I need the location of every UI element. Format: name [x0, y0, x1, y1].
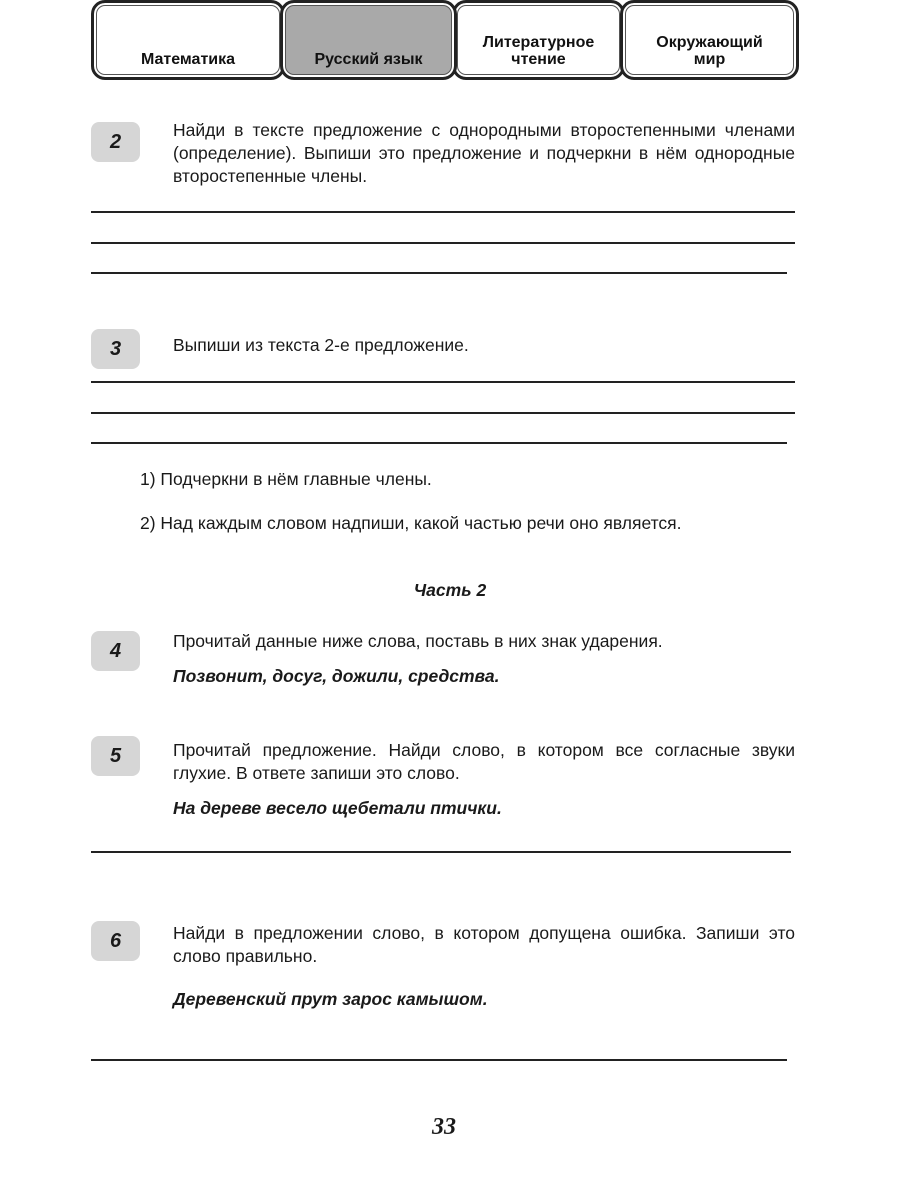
- question-number-badge: 2: [91, 122, 140, 162]
- answer-line[interactable]: [91, 211, 795, 213]
- question-number-badge: 5: [91, 736, 140, 776]
- answer-line[interactable]: [91, 272, 787, 274]
- tab-russian-language[interactable]: [280, 0, 457, 80]
- question-number-badge: 6: [91, 921, 140, 961]
- tab-label: Математика: [140, 51, 236, 68]
- question-3-subtask-1: 1) Подчеркни в нём главные члены.: [140, 469, 432, 489]
- tab-world-around[interactable]: [620, 0, 799, 80]
- answer-line[interactable]: [91, 851, 791, 853]
- question-6-sentence: Деревенский прут зарос камышом.: [173, 989, 488, 1009]
- question-4-words: Позвонит, досуг, дожили, средства.: [173, 666, 500, 686]
- question-number-badge: 4: [91, 631, 140, 671]
- answer-line[interactable]: [91, 242, 795, 244]
- question-3-text: Выпиши из текста 2-е предложение.: [173, 335, 469, 355]
- answer-line[interactable]: [91, 442, 787, 444]
- question-3-subtask-2: 2) Над каждым словом надпиши, какой частью речи оно является.: [140, 513, 682, 533]
- question-5-sentence: На дереве весело щебетали птички.: [173, 798, 502, 818]
- question-4-text: Прочитай данные ниже слова, поставь в них знак ударения.: [173, 631, 663, 651]
- tab-label: Окружающий мир: [656, 34, 763, 68]
- tab-label: Литературное чтение: [482, 34, 595, 68]
- answer-line[interactable]: [91, 1059, 787, 1061]
- page-number: 33: [432, 1114, 456, 1140]
- subject-tabs: [91, 0, 799, 82]
- tab-label: Русский язык: [314, 51, 423, 68]
- answer-line[interactable]: [91, 412, 795, 414]
- tab-literary-reading[interactable]: [452, 0, 625, 80]
- question-5-text: Прочитай предложение. Найди слово, в котором все согласные звуки глухие. В ответе запиши это слово.: [173, 740, 795, 783]
- question-2-text: Найди в тексте предложение с однородными второстепенными членами (определение). Выпиши это предложение и подчеркни в нём однородные второстепенные члены.: [173, 120, 795, 186]
- answer-line[interactable]: [91, 381, 795, 383]
- tab-mathematics[interactable]: [91, 0, 285, 80]
- question-number-badge: 3: [91, 329, 140, 369]
- section-title: Часть 2: [413, 580, 487, 600]
- question-6-text: Найди в предложении слово, в котором допущена ошибка. Запиши это слово правильно.: [173, 923, 795, 966]
